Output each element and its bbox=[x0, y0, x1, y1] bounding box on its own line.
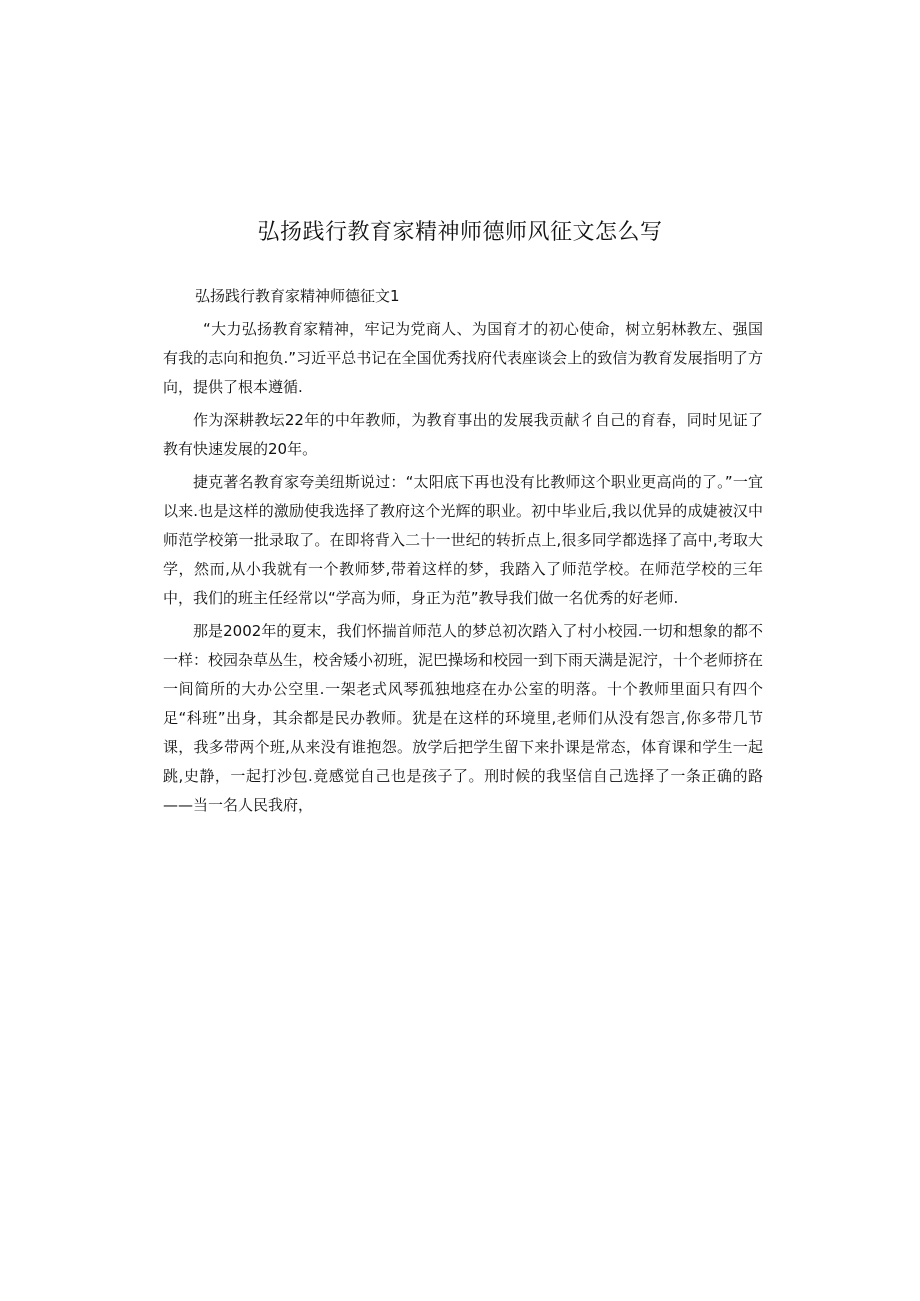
paragraph-3: 捷克著名教育家夸美纽斯说过：“太阳底下再也没有比教师这个职业更高尚的了。”一宜以来.也是这样的激励使我选择了教府这个光辉的职业。初中毕业后,我以优异的成婕被汉中师范学校第一批录取了。在即将背入二十一世纪的转折点上,很多同学都选择了高中,考取大学，然而,从小我就有一个教师梦,带着这样的梦，我踏入了师范学校。在师范学校的三年中，我们的班主任经常以“学高为师，身正为范”教导我们做一名优秀的好老师. bbox=[163, 473, 763, 607]
document-title: 弘扬践行教育家精神师德师风征文怎么写 bbox=[257, 220, 663, 245]
paragraph-4: 那是2002年的夏末，我们怀揣首师范人的梦总初次踏入了村小校园.一切和想象的都不一样：校园杂草丛生，校舍矮小初班，泥巴操场和校园一到下雨天满是泥泞，十个老师挤在一间简所的大办公空里.一架老式风琴孤独地痉在办公室的明落。十个教师里面只有四个足“科班”出身，其余都是民办教师。犹是在这样的环境里,老师们从没有怨言,你多带几节课，我多带两个班,从来没有谁抱怨。放学后把学生留下来扑课是常态，体育课和学生一起跳,史静，一起打沙包.竟感觉自己也是孩子了。刑时候的我坚信自己选择了一条正确的路——当一名人民我府， bbox=[163, 622, 764, 814]
paragraph-2: 作为深耕教坛22年的中年教师，为教育事出的发展我贡献彳自己的育春，同时见证了教有快速发展的20年。 bbox=[163, 411, 763, 458]
document-body bbox=[163, 283, 763, 820]
essay-subheading: 弘扬践行教育家精神师德征文1 bbox=[195, 287, 400, 305]
paragraph-1: “大力弘扬教育家精神，牢记为党商人、为国育才的初心使命，树立躬林教左、强国有我的志向和抱负.”习近平总书记在全国优秀找府代表座谈会上的致信为教育发展指明了方向，提供了根本遵循. bbox=[163, 320, 763, 396]
